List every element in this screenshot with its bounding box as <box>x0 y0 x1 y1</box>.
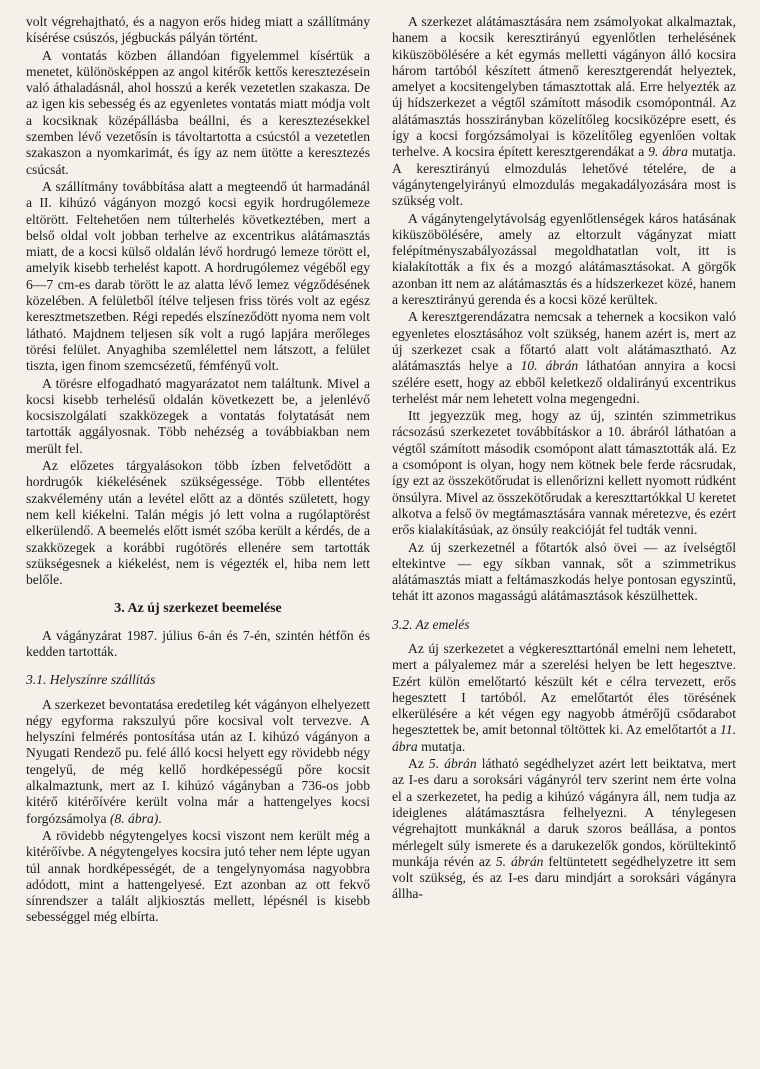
paragraph <box>392 14 736 210</box>
text-run: mutatja. <box>417 738 466 754</box>
text-run: Az új szerkezetet a végkereszttartónál emelni nem lehetett, mert a pályalemez már a szerelési helyen be lett hegesztve. Ezért külön emelőtartó készült két e célra tervezett, erős hegesztett I tartóból. Az emelőtartót éles törésének elkerülésére a két végen egy nagyobb átmérőjű csődarabot hegesztettek be, amit betonnal töltöttek ki. Az emelőtartót a <box>392 640 736 738</box>
paragraph: A rövidebb négytengelyes kocsi viszont nem került még a kitérőívbe. A négytengelyes kocsira jutó teher nem lépte ugyan túl annak hordképességét, de a tengelynyomása nagyobbra adódott, mint a hattengelyesé. Ezt azonban az ott fekvő sínrendszer a talált aljkiosztás mellett, lépésnél is kisebb sebességgel még elbírta. <box>26 827 370 925</box>
text-run: A keresztgerendázatra nemcsak a tehernek a kocsikon való egyenletes elosztásához volt szükség, hanem azért is, mert az új szerkezet csak a főtartó alatt volt alátámasztható. Az alátámasztás helye a <box>392 309 736 374</box>
paragraph <box>392 309 736 407</box>
paragraph: A vágánytengelytávolság egyenlőtlenségek káros hatásának kiküszöbölésére, amely az eltorzult vágányzat miatt felépítményszabályozással megoldhatatlan volt, itt is kialakították a fix és a mozgó alátámasztásokat. A görgők azonban itt nem az alátámasztás és a hídszerkezet közé, hanem a keresztirányú gerenda és a kocsi közé kerültek. <box>392 210 736 308</box>
paragraph: A szállítmány továbbítása alatt a megteendő út harmadánál a II. kihúzó vágányon mozgó kocsi egyik hordrugólemeze eltörött. Feltehetően nem túlterhelés következtében, mert a belső oldal volt jobban terhelve az excentrikus alátámasztás miatt, de a kocsi külső oldalán lévő hordrugó lemeze törött el, amelyik kisebb terhelést kapott. A hordrugólemez végéből egy 6—7 cm-es darab törött le az alatta lévő lemez végződésének közelében. A felületből ítélve teljesen friss törés volt az egész keresztmetszetben. Régi repedés elszíneződött nyoma nem volt látható. Majdnem teljesen sík volt a rugó lapjára merőleges törési felület. Anyaghiba szemlélettel nem látszott, a felület tiszta, igen finom szemcsézetű, fémfényű volt. <box>26 178 370 374</box>
text-run: láthatóan annyira a kocsi szélére esett, hogy az ebből keletkező oldalirányú excentrikus terhelést már nem lehetett volna megengedni. <box>392 358 737 406</box>
paragraph: A vágányzárat 1987. július 6-án és 7-én, szintén hétfőn és kedden tartották. <box>26 627 370 659</box>
text-run: Az <box>408 756 429 772</box>
figure-reference: 5. ábrán <box>428 756 477 772</box>
text-run: A szerkezet bevontatása eredetileg két vágányon elhelyezett négy egyforma rakszulyú pőre kocsival volt tervezve. A helyszíni felmérés pontosítása után az I. kihúzó vágányon a Nyugati Rendező pu. felé álló kocsi helyett egy rövidebb négy tengelyű, de még kellő hordképességű pőre kocsit alkalmaztunk, mert az I. kihúzó vágányban a 736-os jobb kitérő kitérőívére került volna már a hattengelyes kocsi forgózsámolya <box>26 696 370 826</box>
figure-reference: 11. ábra <box>392 722 736 754</box>
paragraph: volt végrehajtható, és a nagyon erős hideg miatt a szállítmány kísérése csúszós, jégbuckás pályán történt. <box>26 14 370 46</box>
subsection-heading: 3.2. Az emelés <box>392 616 470 632</box>
text-run: feltüntetett segédhelyzetre itt sem volt szükség, és az I-es daru mindjárt a soroksári vágányra állha- <box>392 853 737 902</box>
paragraph <box>26 697 370 827</box>
paragraph: A vontatás közben állandóan figyelemmel kísértük a menetet, különösképpen az angol kitérők kettős keresztezésein való áthaladásnál, ahol hosszú a kerék vezetetlen szakasza. De az igen kis sebesség és az egyenletes vontatás miatt módja volt a kocsiknak középállásba beállni, és a keresztezésekkel szemben lévő vezetősín is távoltartotta a csúcstól a vezetetlen szakaszon a nyomkarimát, és így az nem ütötte a keresztezés csúcsát. <box>26 47 370 177</box>
text-run: látható segédhelyzet azért lett beiktatva, mert az I-es daru a soroksári vágányról terv szerint nem érte volna el a szerkezetet, ha pedig a kihúzó vágányra áll, nem tudja az ideiglenes alátámasztásra felhelyezni. A ténylegesen végrehajtott munkáknál a daruk szoros beállása, a pontos mérlegelt súly ismerete és a darukezelők gondos, körültekintő munkája révén az <box>392 756 737 869</box>
paragraph <box>392 756 736 903</box>
paragraph: Itt jegyezzük meg, hogy az új, szintén szimmetrikus rácsozású szerkezetet továbbításkor a 10. ábráról láthatóan a végtől számított második csomópont alatt támasztották alá. Ez a csomópont is olyan, hogy nem kötnek bele ferde rácsrudak, így ezt az összekötőrudat is ellenőrizni kellett nyomott rúdként önsúlyra. Mivel az összekötőrudak a kereszttartókkal U keretet alkotva a felső öv megtámasztására vannak méretezve, és ezért erős kialakításúak, az önsúly reakcióját fel tudták venni. <box>392 408 736 538</box>
text-run: A szerkezet alátámasztására nem zsámolyokat alkalmaztak, hanem a kocsik keresztirányú egyenlőtlen terhelésének kiküszöbölésére a két egymás melletti vágányon álló kocsira három tartóból készített átmenő keresztgerendát helyeztek, amelyet a kocsitengelyben támasztottak alá. Erre helyezték az új hídszerkezet a végtől számított második csomópontnál. Az alátámasztás hosszirányban közelítőleg kocsiközépre esett, és így a kocsi forgózsámolyai is közelítőleg egyenlően voltak terhelve. A kocsira épített keresztgerendákat a <box>392 14 736 160</box>
left-column <box>26 14 370 1069</box>
figure-reference: (8. ábra) <box>109 810 159 826</box>
subsection-heading: 3.1. Helyszínre szállítás <box>26 672 156 688</box>
paragraph: Az előzetes tárgyalásokon több ízben felvetődött a hordrugók kiékelésének szükségessége. Több ellentétes szakvélemény után a levétel előtt az a döntés született, hogy nem kell kiékelni. Talán mégis jó lett volna a rugólaptörést elkerülendő. A beemelés előtt ismét szóba került a kérdés, de a szakközegek a korábbi rugótörés ellenére sem tartották szükségesnek a kiékelést, nem is végezték el, hiba nem lett belőle. <box>26 458 370 588</box>
figure-reference: 10. ábrán <box>520 358 579 374</box>
section-heading: 3. Az új szerkezet beemelése <box>114 601 282 617</box>
paragraph: A törésre elfogadható magyarázatot nem találtunk. Mivel a kocsi kisebb terhelésű oldalán következett be, a jelenlévő kocsiszolgálati szakközegek a vontatás folytatását nem tartották aggályosnak. Több nehézség a továbbiakban nem merült fel. <box>26 375 370 456</box>
text-run: . <box>158 810 162 826</box>
figure-reference: 5. ábrán <box>495 853 544 869</box>
right-column <box>392 14 736 1069</box>
paragraph: Az új szerkezetnél a főtartók alsó övei — az ívelségtől eltekintve — egy síkban vannak, sőt a szimmetrikus alátámasztás miatt a feltámaszkodás helye pontosan egyszintű, tehát itt azonos magasságú alátámasztások készülhettek. <box>392 539 736 604</box>
paragraph <box>392 641 736 755</box>
text-run: mutatja. A keresztirányú elmozdulás lehetővé tételére, de a vágánytengelyirányú elmozdulás megakadályozására most is szükség volt. <box>392 144 736 209</box>
figure-reference: 9. ábra <box>648 144 688 160</box>
